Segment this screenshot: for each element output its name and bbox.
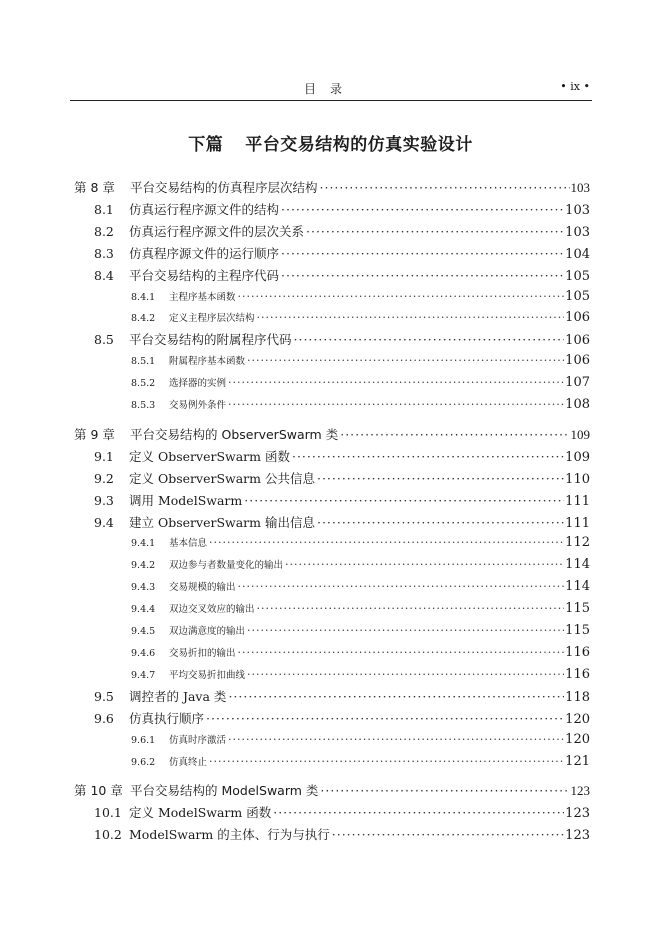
toc-section-8-5[interactable] [94,330,590,350]
toc-number: 8.3 [94,246,114,261]
toc-title: 交易例外条件 [169,400,227,411]
toc-subsection-8-5-3[interactable] [131,397,590,417]
toc-title: 定义 ObserverSwarm 函数 [129,449,290,464]
toc-number: 9.6 [94,711,114,726]
toc-section-9-4[interactable] [94,513,590,533]
toc-chapter-8[interactable] [74,178,590,198]
toc-number: 9.4.1 [131,538,156,549]
dot-leader [244,493,564,508]
toc-title: 平台交易结构的 ObserverSwarm 类 [130,427,339,442]
toc-title: 选择器的实例 [169,378,227,389]
dot-leader [273,805,564,820]
toc-page: 103 [565,225,590,240]
toc-title: 平台交易结构的主程序代码 [129,268,280,283]
dot-leader [257,602,565,615]
toc-title: 附属程序基本函数 [169,356,246,367]
toc-number: 10.1 [94,805,122,820]
toc-page: 123 [565,828,590,843]
toc-page: 114 [565,557,590,572]
toc-subsection-9-4-3[interactable] [131,579,590,599]
toc-section-10-2[interactable] [94,825,590,845]
toc-subsection-9-6-2[interactable] [131,754,590,774]
dot-leader [320,180,570,195]
toc-page: 111 [565,494,590,509]
toc-title: 平台交易结构的 ModelSwarm 类 [130,783,319,798]
dot-leader [317,471,564,486]
toc-subsection-9-4-6[interactable] [131,645,590,665]
toc-title: 交易折扣的输出 [169,648,236,659]
toc-number: 8.2 [94,224,114,239]
toc-number: 8.5.3 [131,400,156,411]
toc-chapter-9[interactable] [74,425,590,445]
toc-page: 120 [565,712,590,727]
running-head-title: 目录 [303,82,356,96]
toc-page: 109 [570,427,590,442]
toc-page: 106 [565,333,590,348]
toc-page: 115 [565,623,590,638]
toc-title: 平均交易折扣曲线 [169,670,246,681]
toc-title: 仿真终止 [169,757,208,768]
toc-number: 8.5.1 [131,356,156,367]
toc-subsection-9-6-1[interactable] [131,732,590,752]
dot-leader [294,332,565,347]
toc-title: 定义主程序层次结构 [169,313,255,324]
dot-leader [306,224,564,239]
toc-page: 123 [570,783,590,798]
toc-subsection-9-4-4[interactable] [131,601,590,621]
toc-title: 定义 ModelSwarm 函数 [129,805,272,820]
toc-page: 104 [565,247,590,262]
toc-page: 116 [565,645,590,660]
toc-page: 110 [565,472,590,487]
toc-title: 双边参与者数量变化的输出 [169,560,284,571]
toc-page: 105 [565,289,590,304]
dot-leader [320,783,569,798]
part-label: 下篇 [188,135,224,155]
dot-leader [206,711,564,726]
toc-chapter-10[interactable] [74,781,590,801]
toc-page: 123 [565,806,590,821]
toc-title: 仿真执行顺序 [129,711,205,726]
toc-title: 平台交易结构的附属程序代码 [129,332,292,347]
dot-leader [238,290,565,303]
toc-title: ModelSwarm 的主体、行为与执行 [129,827,330,842]
dot-leader [292,449,564,464]
toc-subsection-9-4-7[interactable] [131,667,590,687]
dot-leader [228,689,564,704]
toc-number: 8.4.2 [131,313,156,324]
toc-number: 8.1 [94,202,114,217]
dot-leader [247,624,564,637]
dot-leader [247,354,564,367]
toc-title: 仿真程序源文件的运行顺序 [129,246,280,261]
part-title [0,130,661,155]
toc-page: 106 [565,310,590,325]
toc-subsection-9-4-5[interactable] [131,623,590,643]
header-rule [70,100,592,101]
running-head [70,80,590,98]
toc-page: 106 [565,353,590,368]
dot-leader [238,646,565,659]
toc-number: 9.1 [94,449,114,464]
toc-number: 9.4.2 [131,560,156,571]
dot-leader [228,398,564,411]
toc-title: 主程序基本函数 [169,292,236,303]
toc-page: 112 [565,535,590,550]
toc-number: 8.5.2 [131,378,156,389]
toc-section-8-3[interactable] [94,244,590,264]
dot-leader [238,580,565,593]
toc-title: 仿真运行程序源文件的结构 [129,202,280,217]
toc-number: 9.4.3 [131,582,156,593]
toc-page: 103 [570,180,590,195]
toc-number: 第 9 章 [74,427,115,442]
running-head-page-number: • ix • [560,80,590,93]
toc-title: 双边交叉效应的输出 [169,604,255,615]
toc-subsection-8-4-1[interactable] [131,289,590,309]
toc-page: 115 [565,601,590,616]
toc-section-9-6[interactable] [94,709,590,729]
toc-number: 9.3 [94,493,114,508]
toc-page: 107 [565,375,590,390]
toc-subsection-9-4-1[interactable] [131,535,590,555]
dot-leader [228,376,564,389]
toc-section-9-3[interactable] [94,491,590,511]
toc-number: 9.2 [94,471,114,486]
toc-page: 109 [565,450,590,465]
toc-page: 103 [565,203,590,218]
dot-leader [209,755,564,768]
toc-page: 121 [565,754,590,769]
dot-leader [332,827,564,842]
toc-section-9-1[interactable] [94,447,590,467]
toc-subsection-8-5-1[interactable] [131,353,590,373]
dot-leader [281,246,564,261]
toc-number: 9.5 [94,689,114,704]
toc-title: 定义 ObserverSwarm 公共信息 [129,471,315,486]
toc-title: 平台交易结构的仿真程序层次结构 [130,180,318,195]
dot-leader [285,558,564,571]
toc-number: 8.4 [94,268,114,283]
toc-number: 9.6.2 [131,757,156,768]
toc-page: 116 [565,667,590,682]
dot-leader [340,427,569,442]
dot-leader [281,202,564,217]
toc-page: 108 [565,397,590,412]
part-name: 平台交易结构的仿真实验设计 [245,135,473,155]
toc-page: 114 [565,579,590,594]
toc-title: 建立 ObserverSwarm 输出信息 [129,515,315,530]
toc-number: 9.4 [94,515,114,530]
toc-subsection-8-4-2[interactable] [131,310,590,330]
toc-subsection-8-5-2[interactable] [131,375,590,395]
toc-number: 9.6.1 [131,735,156,746]
toc-section-8-4[interactable] [94,266,590,286]
toc-section-10-1[interactable] [94,803,590,823]
toc-page: 118 [565,690,590,705]
toc-title: 双边满意度的输出 [169,626,246,637]
dot-leader [228,733,564,746]
toc-page: 120 [565,732,590,747]
toc-section-9-5[interactable] [94,687,590,707]
toc-page: 105 [565,269,590,284]
toc-section-8-2[interactable] [94,222,590,242]
toc-number: 10.2 [94,827,122,842]
dot-leader [281,268,564,283]
toc-number: 9.4.5 [131,626,156,637]
toc-title: 调控者的 Java 类 [129,689,227,704]
toc-title: 交易规模的输出 [169,582,236,593]
dot-leader [247,668,564,681]
toc-number: 8.5 [94,332,114,347]
toc-number: 9.4.6 [131,648,156,659]
toc-number: 第 8 章 [74,180,115,195]
dot-leader [209,536,564,549]
toc-section-9-2[interactable] [94,469,590,489]
toc-number: 第 10 章 [74,783,123,798]
toc-subsection-9-4-2[interactable] [131,557,590,577]
toc-number: 9.4.4 [131,604,156,615]
dot-leader [317,515,564,530]
toc-page: 111 [565,516,590,531]
toc-title: 基本信息 [169,538,208,549]
toc-title: 仿真时序激活 [169,735,227,746]
toc-number: 9.4.7 [131,670,156,681]
toc-title: 调用 ModelSwarm [129,493,243,508]
toc-number: 8.4.1 [131,292,156,303]
toc-title: 仿真运行程序源文件的层次关系 [129,224,305,239]
toc-section-8-1[interactable] [94,200,590,220]
dot-leader [257,311,565,324]
